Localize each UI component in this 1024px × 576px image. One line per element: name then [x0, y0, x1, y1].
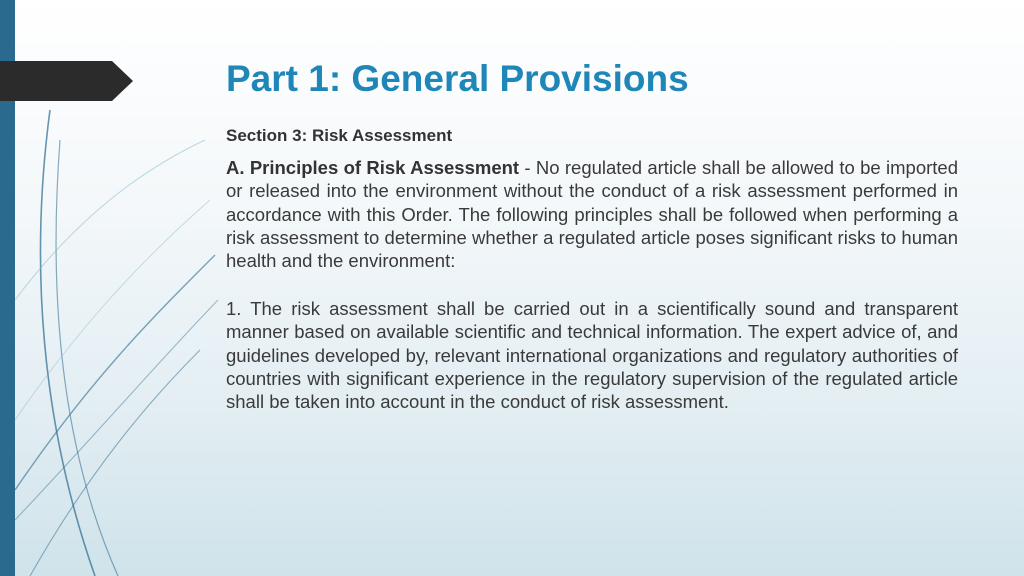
principles-paragraph: [226, 156, 958, 272]
item-1-paragraph: 1. The risk assessment shall be carried out in a scientifically sound and transparent manner based on available scientific and technical information. The expert advice of, and guidelines developed by, relevant international organizations and regulatory authorities of countries with significant experience in the regulatory supervision of the regulated article shall be taken into account in the conduct of risk assessment.: [226, 298, 958, 413]
principles-lead: A. Principles of Risk Assessment: [226, 157, 520, 178]
page-title: Part 1: General Provisions: [226, 58, 689, 99]
section-heading: Section 3: Risk Assessment: [226, 126, 453, 145]
principles-text: - No regulated article shall be allowed to be imported or released into the environment without the conduct of a risk assessment performed in accordance with this Order. The following principles shall be followed when performing a risk assessment to determine whether a regulated article poses significant risks to human health and the environment:: [226, 157, 959, 272]
